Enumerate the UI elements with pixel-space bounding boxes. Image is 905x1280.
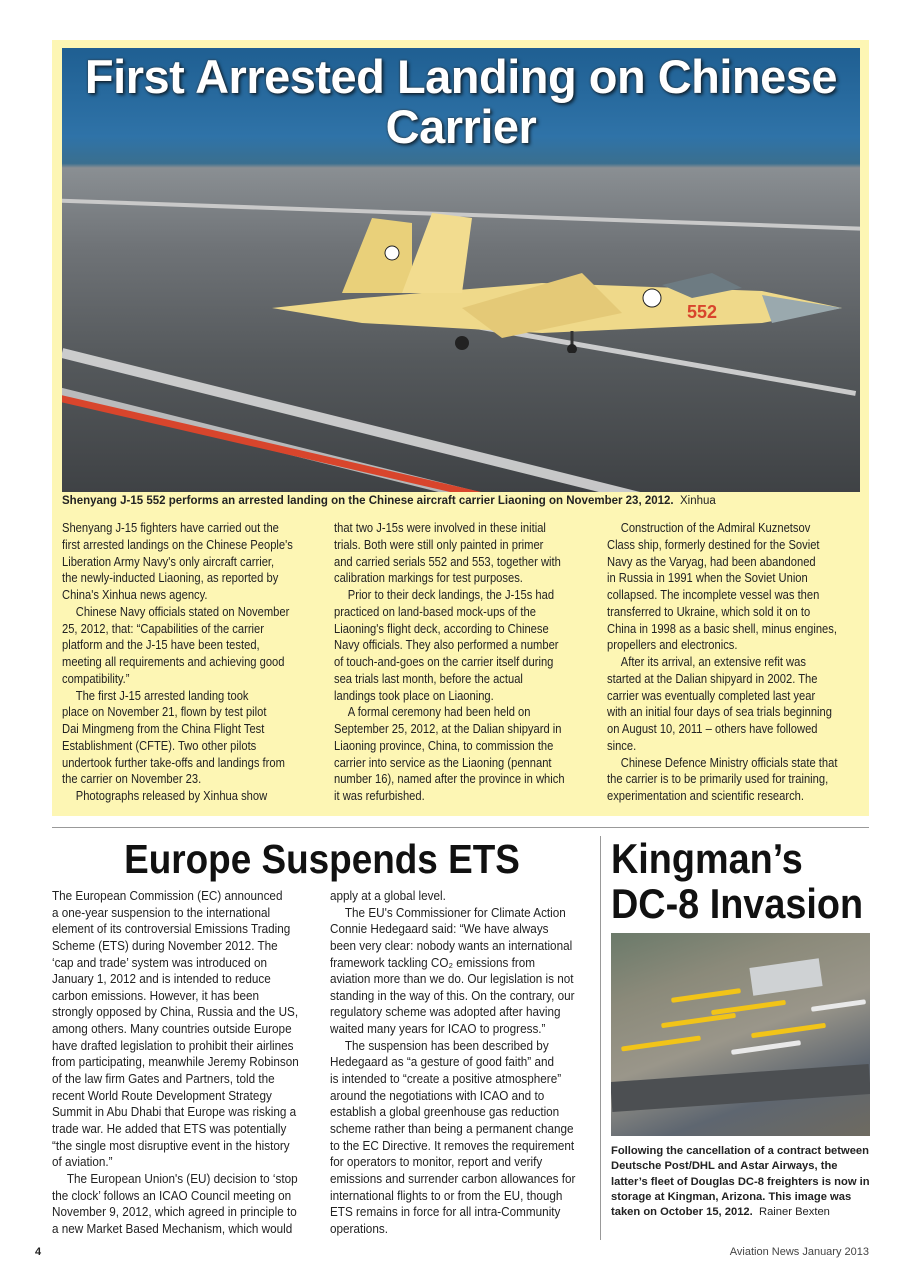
text-line: the newly-inducted Liaoning, as reported by [62, 570, 279, 586]
text-line: trials. Both were still only painted in primer [334, 536, 544, 552]
text-line: the clock’ follows an ICAO Council meeting on [52, 1188, 292, 1203]
text-line: ‘cap and trade’ system was introduced on [52, 955, 268, 970]
caption-text: Following the cancellation of a contract between Deutsche Post/DHL and Astar Airways, the latter’s fleet of Douglas DC-8 freighters is now in storage at Kingman, Arizona. This image was taken on October 15, 2012. [611, 1145, 870, 1219]
text-line: The suspension has been described by [344, 1038, 549, 1053]
text-line: sea trials last month, before the actual [334, 670, 523, 686]
text-line: 25, 2012, that: “Capabilities of the carrier [62, 620, 264, 636]
text-line: trade war. He added that ETS was potentially [52, 1121, 287, 1136]
text-line: The European Commission (EC) announced [52, 889, 283, 903]
text-line: framework tackling CO₂ emissions from [330, 955, 536, 970]
text-line: The first J-15 arrested landing took [75, 687, 249, 703]
page-number: 4 [35, 1246, 42, 1258]
text-line: aviation more than we do. Our legislation is not [330, 972, 574, 987]
text-line: propellers and electronics. [607, 637, 738, 653]
text-line: January 1, 2012 and is intended to reduce [52, 972, 271, 987]
text-line: establish a global greenhouse gas reduction [330, 1105, 560, 1120]
text-line: carbon emissions. However, it has been [52, 988, 260, 1003]
text-line: Prior to their deck landings, the J-15s had [347, 587, 555, 602]
text-line: for operators to monitor, report and verify [330, 1155, 543, 1170]
section-divider [52, 827, 869, 828]
text-line: on August 10, 2011 – others have followed [607, 721, 818, 736]
text-line: strongly opposed by China, Russia and the US, [52, 1005, 299, 1020]
text-line: a new Market Based Mechanism, which would [52, 1221, 293, 1236]
text-line: practiced on land-based mock-ups of the [334, 603, 536, 619]
text-line: first arrested landings on the Chinese People's [62, 536, 293, 552]
text-line: operations. [330, 1221, 388, 1236]
text-line: to the EC Directive. It removes the requirement [330, 1138, 575, 1153]
text-line: around the negotiations with ICAO and to [330, 1088, 545, 1103]
text-line: of the law firm Gates and Partners, told the [52, 1072, 275, 1087]
text-line: Dai Mingmeng from the China Flight Test [62, 721, 265, 736]
text-line: experimentation and scientific research. [607, 788, 804, 803]
text-line: a one-year suspension to the international [52, 905, 271, 920]
text-line: landings took place on Liaoning. [334, 687, 494, 703]
text-line: international flights to or from the EU, though [330, 1188, 563, 1203]
text-line: since. [607, 737, 637, 753]
text-line: it was refurbished. [334, 788, 425, 803]
text-line: Connie Hedegaard said: “We have always [330, 922, 549, 937]
magazine-issue: Aviation News January 2013 [729, 1246, 869, 1258]
text-line: transferred to Ukraine, which sold it on to [607, 603, 811, 619]
text-line: undertook further take-offs and landings from [62, 754, 285, 770]
text-line: with an initial four days of sea trials beginning [607, 704, 832, 720]
caption-text: Shenyang J-15 552 performs an arrested landing on the Chinese aircraft carrier Liaoning on November 23, 2012. [62, 495, 674, 507]
text-line: emissions and surrender carbon allowances for [330, 1171, 576, 1186]
text-line: Navy as the Varyag, had been abandoned [607, 553, 816, 569]
text-line: China in 1998 as a basic shell, minus engines, [607, 620, 837, 636]
text-line: Summit in Abu Dhabi that Europe was risking a [52, 1105, 297, 1120]
title-line-2: DC-8 Invasion [611, 880, 864, 927]
text-line: calibration markings for test purposes. [334, 570, 523, 586]
text-line: Chinese Defence Ministry officials state that [620, 754, 838, 770]
text-line: The European Union's (EU) decision to ‘stop [66, 1171, 298, 1186]
text-line: have drafted legislation to prohibit their airlines [52, 1038, 294, 1053]
text-line: been very clear: nobody wants an international [330, 938, 573, 953]
j15-jet-illustration [242, 213, 842, 353]
title-line-1: Kingman’s [611, 835, 803, 882]
text-line: started at the Dalian shipyard in 2002. The [607, 670, 818, 686]
text-line: carrier into service as the Liaoning (pennant [334, 754, 552, 770]
text-line: number 16), named after the province in which [334, 771, 565, 787]
text-line: element of its controversial Emissions Trading [52, 922, 291, 937]
text-line: waited many years for ICAO to progress.” [330, 1022, 546, 1037]
text-line: A formal ceremony had been held on [347, 704, 531, 720]
text-line: Navy officials. They also performed a number [334, 637, 559, 653]
text-line: Liaoning's flight deck, according to Chinese [334, 620, 549, 636]
text-line: ETS remains in force for all intra-Community [330, 1205, 561, 1220]
text-line: November 9, 2012, which agreed in principle to [52, 1205, 297, 1220]
text-line: September 25, 2012, at the Dalian shipyard in [334, 721, 562, 736]
text-line: Class ship, formerly destined for the Soviet [607, 536, 820, 552]
text-line: Chinese Navy officials stated on November [75, 603, 290, 619]
ets-article-column-1 [52, 888, 322, 1237]
text-line: The EU's Commissioner for Climate Action [344, 905, 566, 920]
text-line: is intended to “create a positive atmosphere” [330, 1072, 562, 1087]
text-line: Shenyang J-15 fighters have carried out the [62, 520, 279, 535]
text-line: Photographs released by Xinhua show [75, 788, 268, 803]
text-line: collapsed. The incomplete vessel was then [607, 587, 820, 602]
top-article-column-2 [334, 520, 604, 805]
ets-article-title: Europe Suspends ETS [124, 836, 520, 882]
text-line: of aviation.” [52, 1155, 113, 1170]
text-line: compatibility.” [62, 670, 130, 686]
text-line: the carrier is to be primarily used for training, [607, 771, 829, 787]
text-line: carrier was eventually completed last year [607, 687, 816, 703]
text-line: from participating, meanwhile Jeremy Robinson [52, 1055, 299, 1070]
text-line: scheme rather than being a permanent change [330, 1121, 574, 1136]
text-line: recent World Route Development Strategy [52, 1088, 272, 1103]
top-article-column-3 [607, 520, 877, 805]
column-divider [600, 836, 601, 1240]
text-line: of touch-and-goes on the carrier itself during [334, 654, 554, 669]
text-line: that two J-15s were involved in these initial [334, 520, 546, 535]
text-line: China's Xinhua news agency. [62, 587, 208, 602]
top-article-title: First Arrested Landing on Chinese Carrier [84, 50, 838, 153]
text-line: Liaoning province, China, to commission the [334, 737, 554, 753]
text-line: Hedegaard as “a gesture of good faith” and [330, 1055, 554, 1070]
text-line: among others. Many countries outside Europe [52, 1022, 292, 1037]
text-line: meeting all requirements and achieving good [62, 654, 285, 669]
caption-credit: Rainer Bexten [759, 1206, 830, 1219]
aircraft-serial: 552 [687, 302, 718, 322]
top-article-column-1 [62, 520, 332, 805]
text-line: and carried serials 552 and 553, together with [334, 553, 561, 569]
caption-credit: Xinhua [680, 495, 716, 507]
kingman-article-title [611, 836, 863, 926]
photo-caption [62, 495, 716, 507]
text-line: After its arrival, an extensive refit was [620, 654, 806, 669]
text-line: Liberation Army Navy's only aircraft carrier, [62, 553, 275, 569]
text-line: Construction of the Admiral Kuznetsov [620, 520, 811, 535]
text-line: the carrier on November 23. [62, 771, 202, 787]
text-line: in Russia in 1991 when the Soviet Union [607, 570, 808, 586]
kingman-caption [611, 1144, 873, 1220]
text-line: regulatory scheme was adopted after having [330, 1005, 561, 1020]
text-line: apply at a global level. [330, 889, 446, 903]
ets-article-column-2 [330, 888, 600, 1237]
text-line: Establishment (CFTE). Two other pilots [62, 737, 257, 753]
text-line: standing in the way of this. On the contrary, our [330, 988, 575, 1003]
text-line: Scheme (ETS) during November 2012. The [52, 938, 278, 953]
text-line: platform and the J-15 have been tested, [62, 637, 260, 653]
kingman-aerial-photo [611, 933, 870, 1136]
text-line: “the single most disruptive event in the history [52, 1138, 290, 1153]
text-line: place on November 21, flown by test pilot [62, 704, 267, 720]
